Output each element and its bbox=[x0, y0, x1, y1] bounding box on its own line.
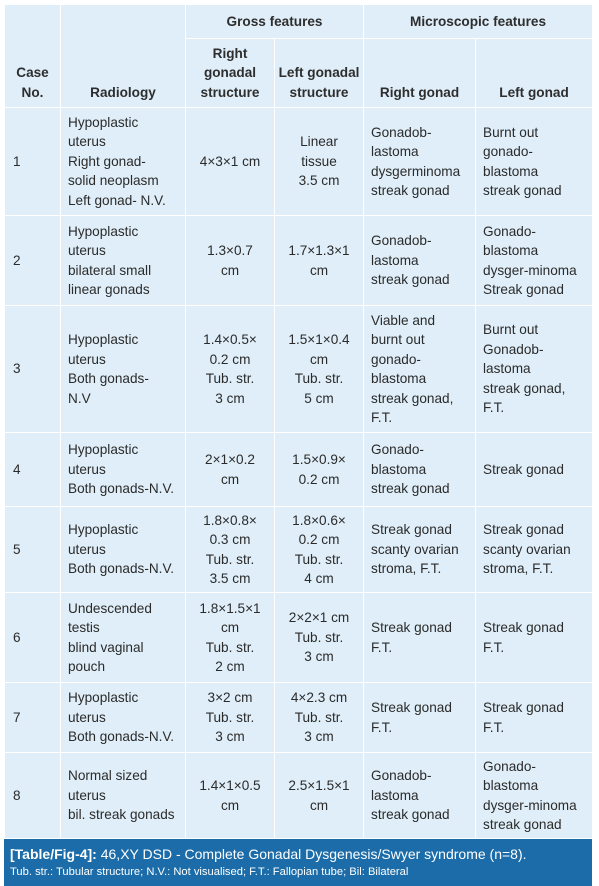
cell-line: F.T. bbox=[483, 400, 505, 416]
cell-line: Tub. str. bbox=[205, 551, 255, 567]
header-microscopic-features: Microscopic features bbox=[364, 5, 593, 39]
table-body bbox=[5, 108, 593, 839]
cell-line: 1.8×1.5×1 bbox=[199, 600, 261, 616]
cell-line: 0.2 cm bbox=[298, 471, 340, 487]
cell-case-no: 7 bbox=[5, 683, 61, 753]
header-gross-features: Gross features bbox=[186, 5, 364, 39]
cell-line: Both gonads- bbox=[68, 371, 149, 386]
cell-line: 3 cm bbox=[215, 390, 245, 406]
cell-line: streak gonad, bbox=[483, 380, 566, 396]
cell-left-gonadal-structure bbox=[275, 753, 364, 839]
cell-case-no: 8 bbox=[5, 753, 61, 839]
cell-radiology bbox=[61, 216, 186, 306]
cell-line: Streak gonad bbox=[483, 461, 564, 477]
cell-radiology bbox=[61, 306, 186, 433]
cell-line: Streak gonad bbox=[483, 282, 564, 297]
cell-radiology bbox=[61, 593, 186, 683]
cell-line: blastoma bbox=[483, 243, 539, 258]
cell-line: cm bbox=[220, 797, 240, 813]
cell-line: Tub. str. bbox=[294, 709, 344, 725]
cell-line: 2×2×1 cm bbox=[288, 610, 350, 626]
cell-line: Both gonads-N.V. bbox=[68, 729, 175, 745]
cell-left-gonadal-structure bbox=[275, 593, 364, 683]
cell-line: Gonadob- bbox=[371, 124, 432, 140]
cell-line: Normal sized bbox=[68, 768, 148, 784]
cell-line: Hypoplastic bbox=[68, 442, 139, 458]
cell-line: 1.8×0.8× bbox=[203, 512, 257, 528]
cell-line: Streak gonad bbox=[483, 700, 564, 715]
cell-left-gonad bbox=[476, 306, 593, 433]
cell-line: N.V bbox=[68, 390, 91, 406]
cell-line: blastoma bbox=[483, 163, 539, 179]
cell-line: Burnt out bbox=[483, 124, 539, 140]
cell-line: cm bbox=[309, 351, 329, 367]
header-radiology: Radiology bbox=[61, 5, 186, 108]
cell-line: tissue bbox=[301, 153, 337, 169]
cell-line: 4×2.3 cm bbox=[290, 690, 348, 706]
cell-line: 0.2 cm bbox=[209, 351, 251, 367]
cell-left-gonad bbox=[476, 108, 593, 216]
cell-line: blastoma bbox=[483, 778, 539, 793]
cell-line: scanty ovarian bbox=[483, 541, 571, 557]
cell-line: streak gonad bbox=[371, 183, 450, 198]
cell-case-no: 3 bbox=[5, 306, 61, 433]
cell-line: Hypoplastic bbox=[68, 690, 139, 706]
cell-line: lastoma bbox=[483, 361, 531, 377]
cell-line: pouch bbox=[68, 659, 106, 674]
cell-line: 1.8×0.6× bbox=[292, 512, 346, 528]
cell-line: streak gonad bbox=[371, 807, 450, 823]
cell-line: Hypoplastic bbox=[68, 223, 139, 239]
cell-case-no: 6 bbox=[5, 593, 61, 683]
header-right-gonad: Right gonad bbox=[364, 39, 476, 108]
cell-case-no: 4 bbox=[5, 433, 61, 507]
cell-line: uterus bbox=[68, 709, 106, 725]
cell-line: Tub. str. bbox=[205, 639, 255, 655]
cell-line: gonado- bbox=[371, 351, 421, 367]
cell-line: 3 cm bbox=[304, 729, 334, 745]
cell-line: Gonadob- bbox=[371, 233, 432, 249]
header-left-gonad: Left gonad bbox=[476, 39, 593, 108]
cell-line: stroma, F.T. bbox=[483, 561, 554, 577]
cell-line: Burnt out bbox=[483, 322, 539, 338]
cell-right-gonadal-structure bbox=[186, 306, 275, 433]
cell-left-gonad bbox=[476, 683, 593, 753]
cell-line: 3.5 cm bbox=[209, 571, 251, 586]
cell-line: 2.5×1.5×1 bbox=[288, 778, 350, 793]
cell-line: solid neoplasm bbox=[68, 173, 159, 189]
cell-radiology bbox=[61, 108, 186, 216]
cell-line: cm bbox=[220, 471, 240, 487]
cell-line: Gonado- bbox=[371, 442, 424, 458]
cell-line: 3.5 cm bbox=[298, 173, 340, 189]
cell-line: streak gonad bbox=[371, 481, 450, 497]
table-caption bbox=[4, 839, 592, 886]
cell-right-gonadal-structure bbox=[186, 593, 275, 683]
cell-line: F.T. bbox=[371, 719, 393, 735]
table-row bbox=[5, 108, 593, 216]
cell-line: 1.4×1×0.5 bbox=[199, 778, 261, 793]
cell-left-gonadal-structure bbox=[275, 216, 364, 306]
cell-line: cm bbox=[220, 620, 240, 635]
cell-line: blind vaginal bbox=[68, 639, 144, 655]
cell-line: lastoma bbox=[371, 787, 419, 803]
cell-line: Streak gonad bbox=[371, 700, 452, 715]
table-row bbox=[5, 593, 593, 683]
cell-right-gonad bbox=[364, 216, 476, 306]
cell-line: cm bbox=[220, 262, 240, 278]
cell-right-gonadal-structure bbox=[186, 753, 275, 839]
cell-line: Streak gonad bbox=[371, 522, 452, 538]
cell-line: linear gonads bbox=[68, 282, 150, 297]
cell-line: bil. streak gonads bbox=[68, 807, 175, 823]
cell-line: Tub. str. bbox=[294, 629, 344, 645]
cell-line: 3 cm bbox=[215, 729, 245, 745]
cell-line: bilateral small bbox=[68, 262, 152, 278]
cell-line: Viable and bbox=[371, 312, 436, 328]
cell-left-gonad bbox=[476, 593, 593, 683]
cell-left-gonadal-structure bbox=[275, 306, 364, 433]
cell-line: blastoma bbox=[371, 371, 427, 386]
caption-label: [Table/Fig-4]: bbox=[10, 846, 97, 862]
cell-case-no: 1 bbox=[5, 108, 61, 216]
cell-line: Tub. str. bbox=[294, 551, 344, 567]
cell-line: Streak gonad bbox=[371, 620, 452, 635]
cell-line: dysgerminoma bbox=[371, 163, 461, 179]
table-row bbox=[5, 753, 593, 839]
cell-line: uterus bbox=[68, 243, 106, 258]
cell-line: 4 cm bbox=[304, 571, 334, 586]
cell-right-gonad bbox=[364, 306, 476, 433]
cell-line: Undescended bbox=[68, 600, 152, 616]
cell-line: 0.2 cm bbox=[298, 532, 340, 547]
cell-line: uterus bbox=[68, 787, 106, 803]
cell-line: burnt out bbox=[371, 332, 425, 347]
cell-case-no: 2 bbox=[5, 216, 61, 306]
cell-line: Gonadob- bbox=[483, 341, 544, 357]
cell-line: uterus bbox=[68, 541, 106, 557]
cell-line: 1.5×1×0.4 bbox=[288, 332, 350, 347]
cell-line: lastoma bbox=[371, 252, 419, 268]
cell-line: Gonadob- bbox=[371, 768, 432, 784]
cell-line: Linear bbox=[300, 134, 338, 150]
cell-line: F.T. bbox=[371, 410, 393, 425]
cell-right-gonadal-structure bbox=[186, 507, 275, 593]
table-row bbox=[5, 683, 593, 753]
caption-footnote: Tub. str.: Tubular structure; N.V.: Not visualised; F.T.: Fallopian tube; Bil: Bilateral bbox=[10, 866, 409, 878]
table-row bbox=[5, 507, 593, 593]
cell-left-gonadal-structure bbox=[275, 507, 364, 593]
header-left-gonadal-structure: Left gonadal structure bbox=[275, 39, 364, 108]
cell-line: 2×1×0.2 bbox=[205, 452, 255, 467]
cell-right-gonad bbox=[364, 753, 476, 839]
cell-line: 5 cm bbox=[304, 390, 334, 406]
cell-line: Tub. str. bbox=[205, 371, 255, 386]
cell-case-no: 5 bbox=[5, 507, 61, 593]
cell-left-gonad bbox=[476, 507, 593, 593]
cell-line: Hypoplastic bbox=[68, 332, 139, 347]
cell-right-gonad bbox=[364, 593, 476, 683]
cell-line: 4×3×1 cm bbox=[199, 153, 261, 169]
cell-right-gonad bbox=[364, 108, 476, 216]
cell-line: Both gonads-N.V. bbox=[68, 561, 175, 577]
cell-line: 3×2 cm bbox=[207, 690, 253, 706]
cell-right-gonad bbox=[364, 507, 476, 593]
cell-line: lastoma bbox=[371, 144, 419, 159]
cell-radiology bbox=[61, 683, 186, 753]
cell-left-gonad bbox=[476, 216, 593, 306]
cell-line: 0.3 cm bbox=[209, 532, 251, 547]
cell-line: blastoma bbox=[371, 461, 427, 477]
table-row bbox=[5, 433, 593, 507]
cell-line: streak gonad bbox=[371, 272, 450, 288]
cell-line: Tub. str. bbox=[205, 709, 255, 725]
cell-left-gonadal-structure bbox=[275, 433, 364, 507]
cell-line: Both gonads-N.V. bbox=[68, 481, 175, 497]
cell-left-gonadal-structure bbox=[275, 683, 364, 753]
cell-line: Tub. str. bbox=[294, 371, 344, 386]
cell-line: Gonado- bbox=[483, 223, 536, 239]
cell-line: Gonado- bbox=[483, 758, 536, 774]
cell-line: 1.5×0.9× bbox=[292, 452, 346, 467]
cell-line: 3 cm bbox=[304, 649, 334, 665]
cell-line: Right gonad- bbox=[68, 153, 146, 169]
header-right-gonadal-structure: Right gonadal structure bbox=[186, 39, 275, 108]
cell-line: 2 cm bbox=[215, 659, 245, 674]
cell-left-gonad bbox=[476, 753, 593, 839]
cell-line: streak gonad bbox=[483, 817, 562, 832]
cell-line: uterus bbox=[68, 351, 106, 367]
table-header bbox=[5, 5, 593, 108]
cell-line: Hypoplastic bbox=[68, 522, 139, 538]
cell-radiology bbox=[61, 507, 186, 593]
cell-line: Streak gonad bbox=[483, 522, 564, 538]
cell-line: cm bbox=[309, 797, 329, 813]
cell-right-gonadal-structure bbox=[186, 108, 275, 216]
cell-line: uterus bbox=[68, 461, 106, 477]
caption-title: 46,XY DSD - Complete Gonadal Dysgenesis/Swyer syndrome (n=8). bbox=[96, 846, 527, 862]
cell-line: 1.3×0.7 bbox=[207, 243, 253, 258]
table-row bbox=[5, 216, 593, 306]
cell-line: scanty ovarian bbox=[371, 541, 459, 557]
header-case-no: Case No. bbox=[5, 5, 61, 108]
cell-line: Streak gonad bbox=[483, 620, 564, 635]
cell-line: stroma, F.T. bbox=[371, 561, 442, 577]
cell-line: 1.7×1.3×1 bbox=[288, 243, 350, 258]
caption-title-line bbox=[10, 844, 586, 864]
cell-line: F.T. bbox=[483, 719, 505, 735]
cell-line: dysger-minoma bbox=[483, 262, 577, 278]
cell-right-gonadal-structure bbox=[186, 433, 275, 507]
cell-line: testis bbox=[68, 620, 100, 635]
cell-left-gonadal-structure bbox=[275, 108, 364, 216]
cell-right-gonad bbox=[364, 683, 476, 753]
table-row bbox=[5, 306, 593, 433]
cell-left-gonad bbox=[476, 433, 593, 507]
cell-line: streak gonad bbox=[483, 183, 562, 198]
cell-line: streak gonad, bbox=[371, 390, 454, 406]
cell-right-gonadal-structure bbox=[186, 216, 275, 306]
cell-line: dysger-minoma bbox=[483, 797, 577, 813]
cell-right-gonadal-structure bbox=[186, 683, 275, 753]
cell-radiology bbox=[61, 433, 186, 507]
cell-line: gonado- bbox=[483, 144, 533, 159]
case-table bbox=[4, 4, 593, 839]
cell-line: 1.4×0.5× bbox=[203, 332, 257, 347]
cell-right-gonad bbox=[364, 433, 476, 507]
cell-line: Hypoplastic bbox=[68, 114, 139, 130]
cell-line: uterus bbox=[68, 134, 106, 150]
cell-radiology bbox=[61, 753, 186, 839]
cell-line: cm bbox=[309, 262, 329, 278]
cell-line: F.T. bbox=[371, 639, 393, 655]
cell-line: F.T. bbox=[483, 639, 505, 655]
cell-line: Left gonad- N.V. bbox=[68, 192, 166, 208]
table-figure bbox=[4, 4, 592, 886]
